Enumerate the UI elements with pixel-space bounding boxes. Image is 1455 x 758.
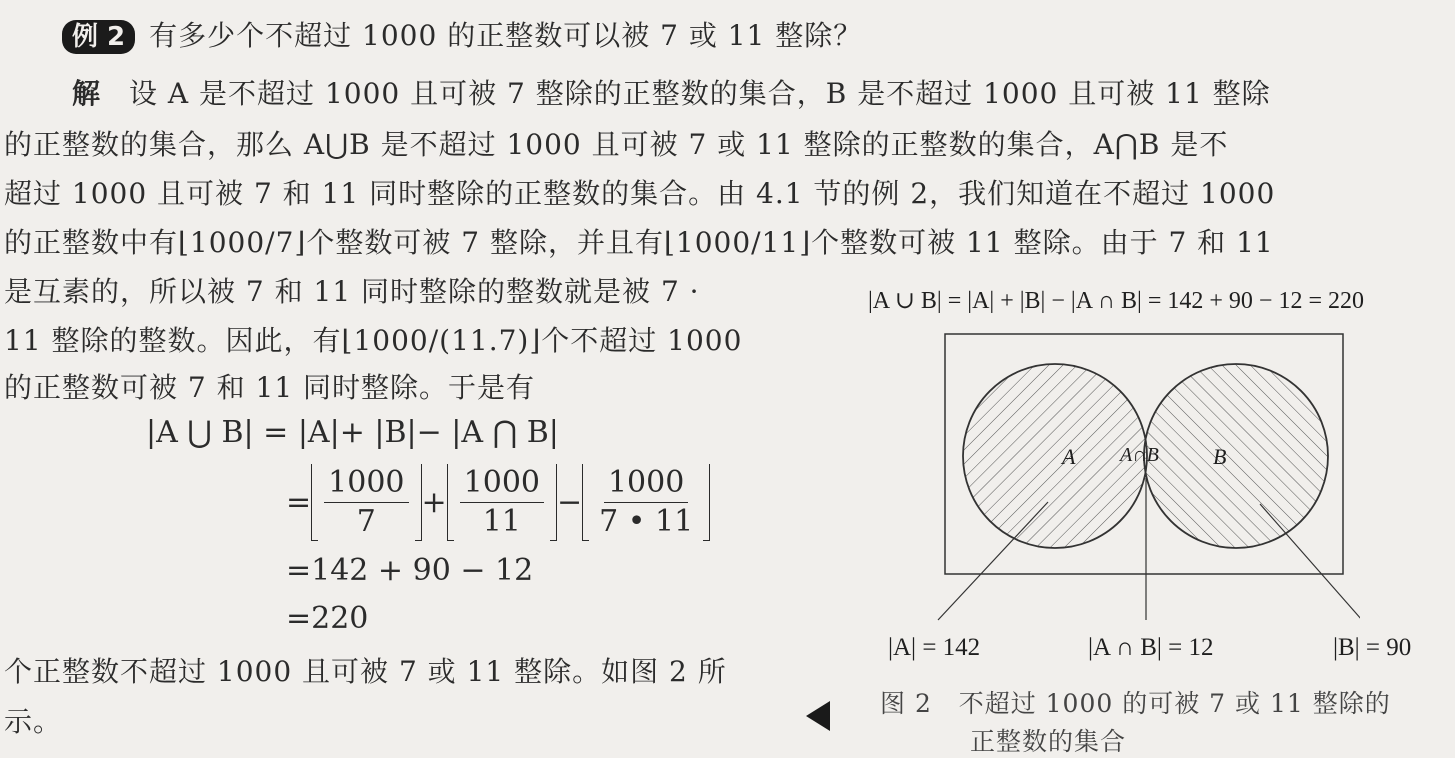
fraction-3-denominator: 7 • 11 [599, 504, 694, 539]
equation-line-3: =142 + 90 − 12 [286, 553, 534, 588]
end-of-example-triangle-icon [806, 701, 830, 731]
count-b-label: |B| = 90 [1333, 634, 1412, 661]
solution-line-7: 的正整数可被 7 和 11 同时整除。于是有 [4, 371, 536, 404]
pointer-b [1260, 504, 1360, 620]
floor-1000-over-11 [447, 464, 557, 541]
solution-text-1: 设 A 是不超过 1000 且可被 7 整除的正整数的集合，B 是不超过 1000 且可被 11 整除 [129, 77, 1271, 110]
solution-line-1 [72, 72, 1271, 112]
example-question: 有多少个不超过 1000 的正整数可以被 7 或 11 整除？ [149, 19, 863, 52]
example-heading [62, 14, 862, 54]
closing-line-1: 个正整数不超过 1000 且可被 7 或 11 整除。如图 2 所 [4, 655, 727, 688]
figure-caption-prefix: 图 2 [880, 689, 932, 718]
equation-line-4: =220 [286, 601, 369, 636]
count-intersection-label: |A ∩ B| = 12 [1088, 634, 1214, 661]
venn-label-a: A [1062, 444, 1076, 469]
venn-label-intersection: A∩B [1120, 444, 1159, 466]
fraction-3-numerator: 1000 [604, 464, 688, 503]
fraction-2-denominator: 11 [482, 504, 521, 539]
equals-sign: = [286, 485, 312, 520]
solution-line-4: 的正整数中有⌊1000/7⌋个整数可被 7 整除，并且有⌊1000/11⌋个整数可被 11 整除。由于 7 和 11 [4, 226, 1274, 259]
solution-line-5: 是互素的，所以被 7 和 11 同时整除的整数就是被 7 · [4, 275, 700, 308]
set-b-circle [1144, 364, 1328, 548]
fraction-1-numerator: 1000 [324, 464, 408, 503]
example-badge: 例 2 [62, 20, 135, 54]
fraction-1-denominator: 7 [356, 504, 376, 539]
figure-formula: |A ∪ B| = |A| + |B| − |A ∩ B| = 142 + 90 − 12 = 220 [868, 288, 1364, 314]
floor-1000-over-7 [311, 464, 421, 541]
figure-caption-line-1 [880, 684, 1391, 720]
fraction-2-numerator: 1000 [460, 464, 544, 503]
equation-line-2 [286, 464, 710, 541]
venn-diagram [930, 328, 1360, 638]
figure-caption-line-2: 正整数的集合 [970, 727, 1127, 756]
solution-label: 解 [72, 77, 102, 110]
solution-line-3: 超过 1000 且可被 7 和 11 同时整除的正整数的集合。由 4.1 节的例 2，我们知道在不超过 1000 [4, 177, 1276, 210]
solution-line-6: 11 整除的整数。因此，有⌊1000/(11.7)⌋个不超过 1000 [4, 324, 743, 357]
equation-line-1: |A ⋃ B| = |A|+ |B|− |A ⋂ B| [146, 415, 559, 450]
figure-caption-text: 不超过 1000 的可被 7 或 11 整除的 [958, 689, 1391, 718]
venn-label-b: B [1213, 444, 1227, 469]
plus-sign: + [421, 485, 447, 520]
count-a-label: |A| = 142 [888, 634, 981, 661]
solution-line-2: 的正整数的集合，那么 A⋃B 是不超过 1000 且可被 7 或 11 整除的正整数的集合，A⋂B 是不 [4, 128, 1229, 161]
floor-1000-over-77 [582, 464, 710, 541]
minus-sign: − [557, 485, 583, 520]
closing-line-2: 示。 [4, 705, 63, 738]
